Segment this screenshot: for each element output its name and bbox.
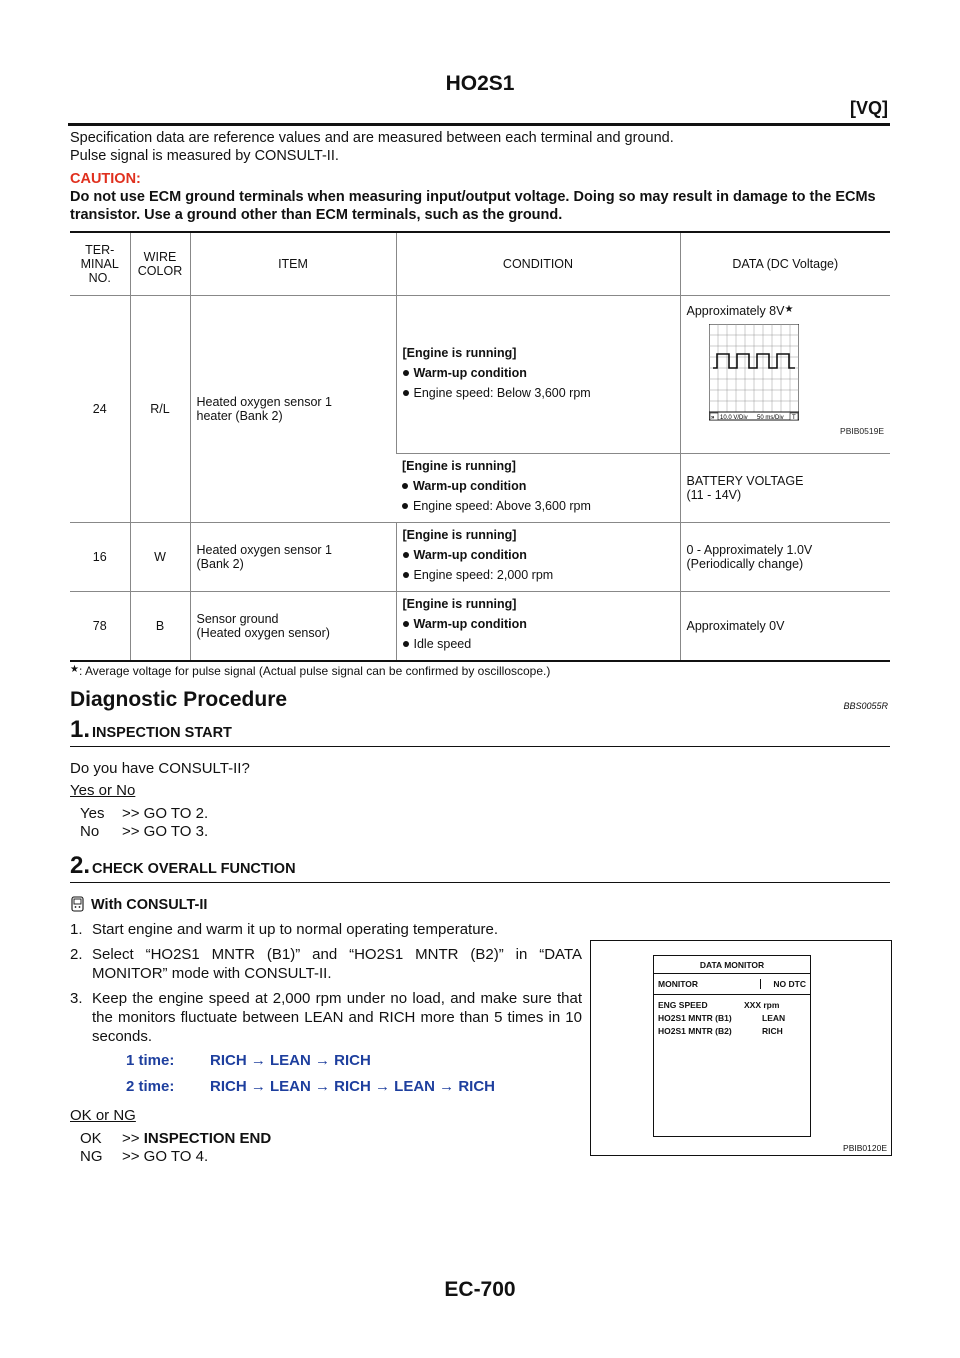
figure-id: PBIB0519E: [840, 426, 884, 436]
step-1-choice: Yes or No: [70, 782, 136, 799]
condition-bullet-text: Warm-up condition: [413, 365, 527, 380]
cell-data: [680, 296, 890, 454]
bullet-icon: [403, 621, 409, 627]
footnote-text: : Average voltage for pulse signal (Actual pulse signal can be confirmed by oscilloscope.): [78, 664, 551, 678]
step-2-option: [80, 1147, 208, 1166]
condition-bullet: [403, 366, 674, 380]
cell-wire: R/L: [130, 296, 190, 523]
star-icon: ★: [784, 304, 794, 315]
condition-head: [Engine is running]: [402, 528, 517, 542]
fluctuation-line-2: [126, 1078, 495, 1095]
section-code: BBS0055R: [843, 701, 888, 711]
item-number: 1.: [70, 921, 83, 938]
procedure-list: [70, 920, 582, 1052]
monitor-row: [658, 1025, 806, 1038]
consult-tool-icon: [70, 896, 85, 912]
monitor-row: [658, 999, 806, 1012]
page-number: EC-700: [444, 1278, 516, 1301]
times-value: RICH → LEAN → RICH: [210, 1052, 371, 1069]
condition-bullet: [403, 637, 674, 651]
option-value: >> GO TO 4.: [122, 1148, 209, 1165]
cell-wire: W: [130, 523, 190, 592]
list-item: [70, 989, 582, 1046]
step-1-option: [80, 822, 208, 841]
times-key: 2 time:: [126, 1078, 175, 1095]
cell-terminal: 78: [70, 592, 130, 662]
step-1-option: [80, 804, 208, 823]
header-rule: [68, 123, 890, 126]
bullet-icon: [403, 572, 409, 578]
step-2-option: [80, 1129, 271, 1148]
condition-bullet-text: Engine speed: Below 3,600 rpm: [413, 385, 591, 400]
header-condition: CONDITION: [396, 232, 680, 296]
step-1-heading: [70, 716, 890, 747]
item-text: Start engine and warm it up to normal operating temperature.: [92, 921, 499, 938]
bullet-icon: [402, 503, 408, 509]
condition-bullet-text: Engine speed: 2,000 rpm: [413, 568, 554, 582]
bullet-icon: [402, 483, 408, 489]
table-footnote: [70, 664, 550, 678]
page-header-title: HO2S1: [445, 72, 515, 95]
scope-marker: T: [791, 415, 796, 421]
terminal-spec-table: [70, 231, 890, 662]
step-number: 2.: [70, 852, 91, 879]
list-item: [70, 945, 582, 983]
section-tag: [VQ]: [850, 98, 888, 118]
option-value: >> GO TO 2.: [122, 805, 209, 822]
step-number: 1.: [70, 716, 91, 743]
item-number: 3.: [70, 990, 83, 1007]
cell-item: Heated oxygen sensor 1 (Bank 2): [190, 523, 396, 592]
step-2-choice: OK or NG: [70, 1107, 136, 1124]
option-key: NG: [80, 1148, 103, 1165]
condition-head: [Engine is running]: [402, 597, 517, 611]
option-value-bold: INSPECTION END: [143, 1130, 272, 1147]
times-key: 1 time:: [126, 1052, 175, 1069]
cell-condition: [396, 523, 680, 592]
option-key: No: [80, 823, 100, 840]
item-text: Select “HO2S1 MNTR (B1)” and “HO2S1 MNTR (B2)” in “DATA MONITOR” mode with CONSULT-II.: [92, 946, 582, 982]
monitor-col-label: MONITOR: [658, 979, 698, 989]
caution-text: Do not use ECM ground terminals when measuring input/output voltage. Doing so may result in damage to the ECMs transistor. Use a ground other than ECM terminals, such as the ground.: [70, 189, 876, 223]
condition-bullet: [403, 386, 674, 400]
step-label: INSPECTION START: [92, 725, 232, 741]
cell-item: Heated oxygen sensor 1 heater (Bank 2): [190, 296, 396, 523]
consult-mode-label: With CONSULT-II: [91, 897, 208, 913]
header-data: DATA (DC Voltage): [680, 232, 890, 296]
data-monitor-figure: [590, 940, 892, 1156]
section-title: Diagnostic Procedure: [70, 688, 288, 711]
condition-bullet-text: Warm-up condition: [413, 479, 527, 493]
option-key: Yes: [80, 805, 105, 822]
pulse-waveform-graphic: [709, 324, 799, 426]
condition-bullet-text: Warm-up condition: [413, 617, 527, 631]
cell-condition: [396, 454, 680, 523]
oscilloscope-figure: [709, 324, 799, 426]
monitor-values: [654, 995, 810, 1038]
cell-condition: [396, 592, 680, 662]
bullet-icon: [403, 552, 409, 558]
option-value: >> GO TO 3.: [122, 823, 209, 840]
condition-bullet: [403, 548, 674, 562]
condition-bullet-text: Warm-up condition: [413, 548, 527, 562]
data-monitor-screen: [653, 955, 811, 1137]
cell-terminal: 24: [70, 296, 130, 523]
monitor-row: [658, 1012, 806, 1025]
intro-line-1: Specification data are reference values and are measured between each terminal and ground.: [70, 130, 674, 146]
header-terminal: TER- MINAL NO.: [70, 232, 130, 296]
times-value: RICH → LEAN → RICH → LEAN → RICH: [210, 1078, 495, 1095]
monitor-value: RICH: [762, 1026, 783, 1036]
condition-head: [Engine is running]: [402, 345, 517, 360]
condition-bullet-text: Engine speed: Above 3,600 rpm: [413, 499, 591, 513]
monitor-key: HO2S1 MNTR (B2): [658, 1026, 732, 1036]
cell-wire: B: [130, 592, 190, 662]
condition-bullet: [402, 479, 674, 493]
header-wire-color: WIRE COLOR: [130, 232, 190, 296]
figure-id: PBIB0120E: [843, 1143, 887, 1153]
table-header-row: [70, 232, 890, 296]
scope-volts-label: 10.0 V/Div: [719, 415, 748, 421]
bullet-icon: [403, 370, 409, 376]
monitor-value: LEAN: [762, 1013, 786, 1023]
bullet-icon: [403, 390, 409, 396]
condition-bullet: [403, 617, 674, 631]
list-item: [70, 920, 582, 939]
cell-data: BATTERY VOLTAGE (11 - 14V): [680, 454, 890, 523]
option-value: >>: [122, 1130, 144, 1147]
monitor-key: ENG SPEED: [658, 1000, 708, 1010]
cell-item: Sensor ground (Heated oxygen sensor): [190, 592, 396, 662]
step-2-heading: [70, 852, 890, 883]
item-text: Keep the engine speed at 2,000 rpm under no load, and make sure that the monitors fluctuate between LEAN and RICH more than 5 times in 10 seconds.: [92, 990, 582, 1045]
monitor-key: HO2S1 MNTR (B1): [658, 1013, 732, 1023]
monitor-column-row: [654, 974, 810, 995]
data-value: Approximately 8V: [686, 304, 785, 318]
item-number: 2.: [70, 946, 83, 963]
monitor-title: DATA MONITOR: [654, 956, 810, 974]
condition-bullet-text: Idle speed: [413, 637, 472, 651]
monitor-col-label: NO DTC: [760, 979, 806, 989]
condition-bullet: [403, 568, 674, 582]
scope-time-label: 50 ms/Div: [756, 415, 784, 421]
condition-bullet: [402, 499, 674, 513]
monitor-value: XXX rpm: [744, 1000, 780, 1010]
condition-head: [Engine is running]: [402, 459, 516, 473]
table-row: [70, 592, 890, 662]
cell-data: Approximately 0V: [680, 592, 890, 662]
option-key: OK: [80, 1130, 102, 1147]
table-row: [70, 523, 890, 592]
header-item: ITEM: [190, 232, 396, 296]
cell-data: 0 - Approximately 1.0V (Periodically change): [680, 523, 890, 592]
intro-block: [70, 129, 890, 224]
table-row: [70, 296, 890, 454]
caution-heading: CAUTION:: [70, 171, 141, 187]
consult-mode-line: [70, 896, 207, 915]
cell-condition: [396, 296, 680, 454]
bullet-icon: [403, 641, 409, 647]
intro-line-2: Pulse signal is measured by CONSULT-II.: [70, 148, 339, 164]
star-icon: ★: [70, 664, 79, 675]
fluctuation-line-1: [126, 1052, 371, 1069]
step-label: CHECK OVERALL FUNCTION: [92, 861, 296, 877]
step-1-question: Do you have CONSULT-II?: [70, 760, 250, 777]
svg-text:»: »: [710, 415, 714, 421]
cell-terminal: 16: [70, 523, 130, 592]
